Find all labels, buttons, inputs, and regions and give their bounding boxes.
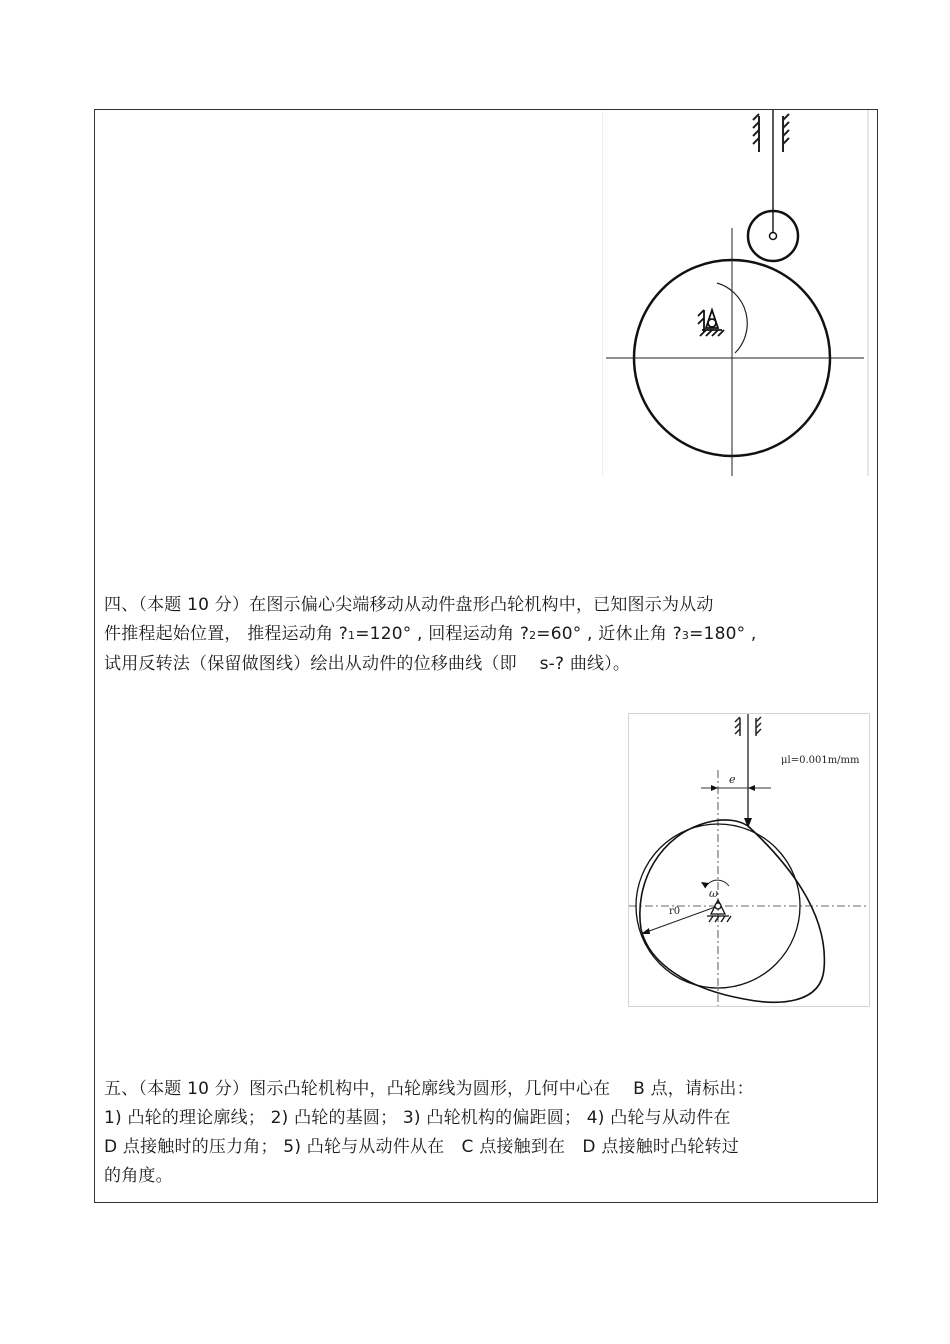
q4-line-3: 试用反转法（保留做图线）绘出从动件的位移曲线（即 s-? 曲线）。	[104, 654, 631, 674]
q4-line-2: 件推程起始位置， 推程运动角 ?1=120° , 回程运动角 ?2=60° , 近休止角 ?3=180° ,	[104, 624, 757, 644]
q5-line-3: D 点接触时的压力角； 5) 凸轮与从动件从在 C 点接触到在 D 点接触时凸轮转过	[104, 1137, 739, 1157]
follower-guide	[753, 114, 789, 152]
q4-line-1: 四、（本题 10 分）在图示偏心尖端移动从动件盘形凸轮机构中，已知图示为从动	[104, 595, 714, 615]
cam-profile	[640, 820, 825, 1002]
q5-line-1: 五、（本题 10 分）图示凸轮机构中，凸轮廓线为圆形，几何中心在 B 点，请标出：	[104, 1079, 754, 1099]
roller-cam-figure	[602, 110, 870, 476]
radius-label: r0	[669, 906, 681, 917]
scale-label: μl=0.001m/mm	[781, 755, 860, 766]
offset-cam-figure	[628, 713, 870, 1007]
omega-label: ω	[709, 887, 718, 900]
offset-label: e	[729, 773, 736, 786]
q5-line-2: 1) 凸轮的理论廓线； 2) 凸轮的基圆； 3) 凸轮机构的偏距圆； 4) 凸轮与从动件在	[104, 1108, 731, 1128]
pivot-support	[698, 310, 724, 336]
question-5-text	[104, 1075, 868, 1191]
question-4-text	[104, 591, 868, 679]
q5-line-4: 的角度。	[104, 1166, 173, 1186]
